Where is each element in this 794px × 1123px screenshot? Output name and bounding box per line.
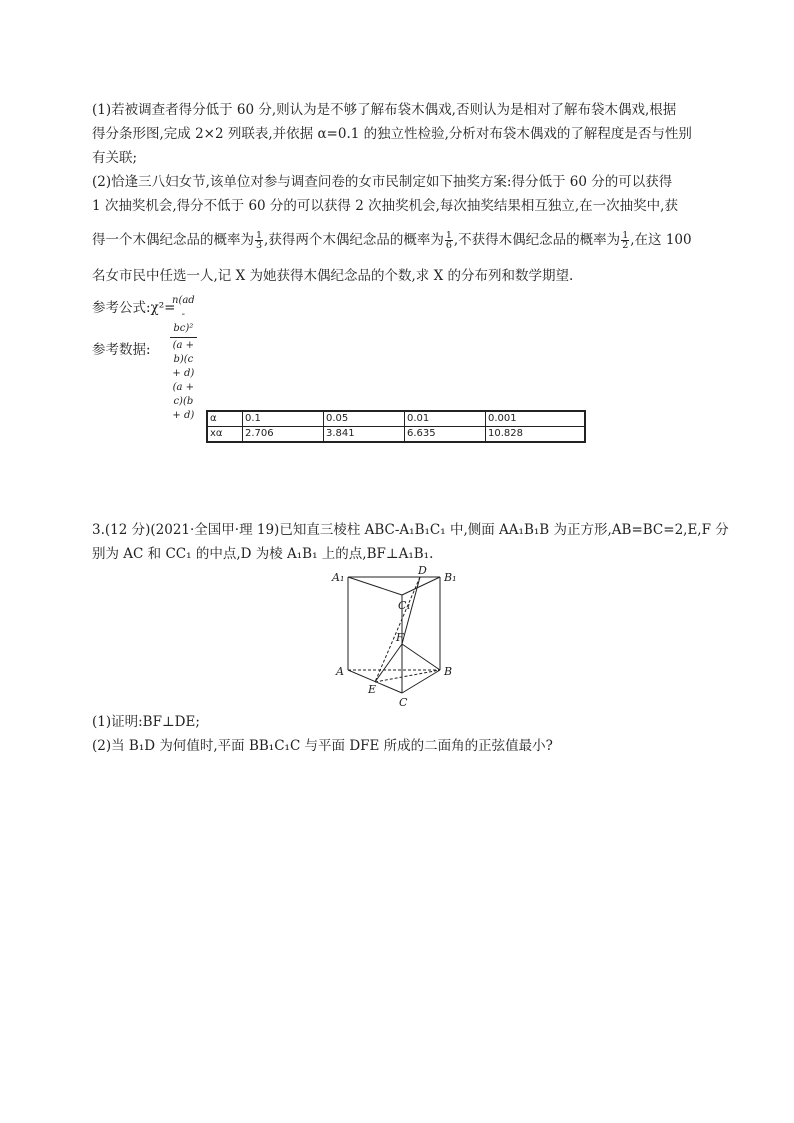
critical-value-table	[206, 410, 586, 443]
q2-part1-line2: 得分条形图,完成 2×2 列联表,并依据 α=0.1 的独立性检验,分析对布袋木偶戏的了解程度是否与性别	[92, 126, 692, 142]
table-cell: 0.05	[324, 411, 405, 427]
segment-fe	[375, 644, 402, 682]
segment-fb	[402, 644, 440, 670]
label-e: E	[368, 683, 377, 696]
q3-part2: (2)当 B₁D 为何值时,平面 BB₁C₁C 与平面 DFE 所成的二面角的正弦值最小?	[92, 738, 553, 754]
label-c: C	[399, 696, 408, 709]
table-row	[207, 427, 585, 443]
label-f: F	[396, 631, 404, 644]
table-cell: 0.001	[486, 411, 586, 427]
formula-numerator: n(ad - bc)²	[170, 294, 197, 338]
q3-part1: (1)证明:BF⊥DE;	[92, 714, 200, 730]
q2-part2-line4: 名女市民中任选一人,记 X 为她获得木偶纪念品的个数,求 X 的分布列和数学期望.	[92, 268, 574, 284]
q2-part2-line1: (2)恰逢三八妇女节,该单位对参与调查问卷的女市民制定如下抽奖方案:得分低于 60 分的可以获得	[92, 174, 673, 190]
formula-label: 参考公式:χ²=	[92, 300, 176, 316]
reference-data-label: 参考数据:	[92, 342, 151, 358]
label-d: D	[418, 565, 427, 577]
label-c1: C₁	[398, 599, 411, 612]
fraction-one-half: $\frac{1}{2}$	[622, 230, 629, 251]
formula-denominator: (a + b)(c + d)(a + c)(b + d)	[172, 340, 195, 421]
text-segment: ,不获得木偶纪念品的概率为	[453, 232, 621, 248]
q3-stem-line1: 3.(12 分)(2021·全国甲·理 19)已知直三棱柱 ABC-A₁B₁C₁ 中,侧面 AA₁B₁B 为正方形,AB=BC=2,E,F 分	[92, 522, 729, 538]
edge-c1b1	[402, 577, 440, 595]
table-cell: 2.706	[243, 427, 324, 443]
label-b1: B₁	[444, 571, 457, 584]
table-cell: 0.01	[405, 411, 486, 427]
label-a1: A₁	[332, 571, 345, 584]
label-b: B	[444, 665, 453, 678]
q2-part1-line3: 有关联;	[92, 150, 138, 166]
q2-part2-line3	[92, 230, 712, 250]
table-cell: α	[207, 411, 243, 427]
prism-figure	[330, 565, 470, 715]
q3-stem-line2: 别为 AC 和 CC₁ 的中点,D 为棱 A₁B₁ 上的点,BF⊥A₁B₁.	[92, 546, 434, 562]
table-cell: 6.635	[405, 427, 486, 443]
edge-a1c1	[348, 577, 402, 595]
table-cell: 3.841	[324, 427, 405, 443]
table-cell: xα	[207, 427, 243, 443]
table-cell: 10.828	[486, 427, 586, 443]
table-row	[207, 411, 585, 427]
text-segment: ,获得两个木偶纪念品的概率为	[264, 232, 444, 248]
q2-part1-line1: (1)若被调查者得分低于 60 分,则认为是不够了解布袋木偶戏,否则认为是相对了解布袋木偶戏,根据	[92, 102, 677, 118]
text-segment: ,在这 100	[630, 232, 692, 248]
segment-de-hidden	[375, 577, 420, 682]
q2-part2-line2: 1 次抽奖机会,得分不低于 60 分的可以获得 2 次抽奖机会,每次抽奖结果相互独立,在一次抽奖中,获	[92, 198, 678, 214]
label-a: A	[336, 665, 344, 678]
fraction-one-sixth: $\frac{1}{6}$	[445, 230, 452, 251]
fraction-one-third: $\frac{1}{3}$	[256, 230, 263, 251]
text-segment: 得一个木偶纪念品的概率为	[92, 232, 254, 248]
table-cell: 0.1	[243, 411, 324, 427]
